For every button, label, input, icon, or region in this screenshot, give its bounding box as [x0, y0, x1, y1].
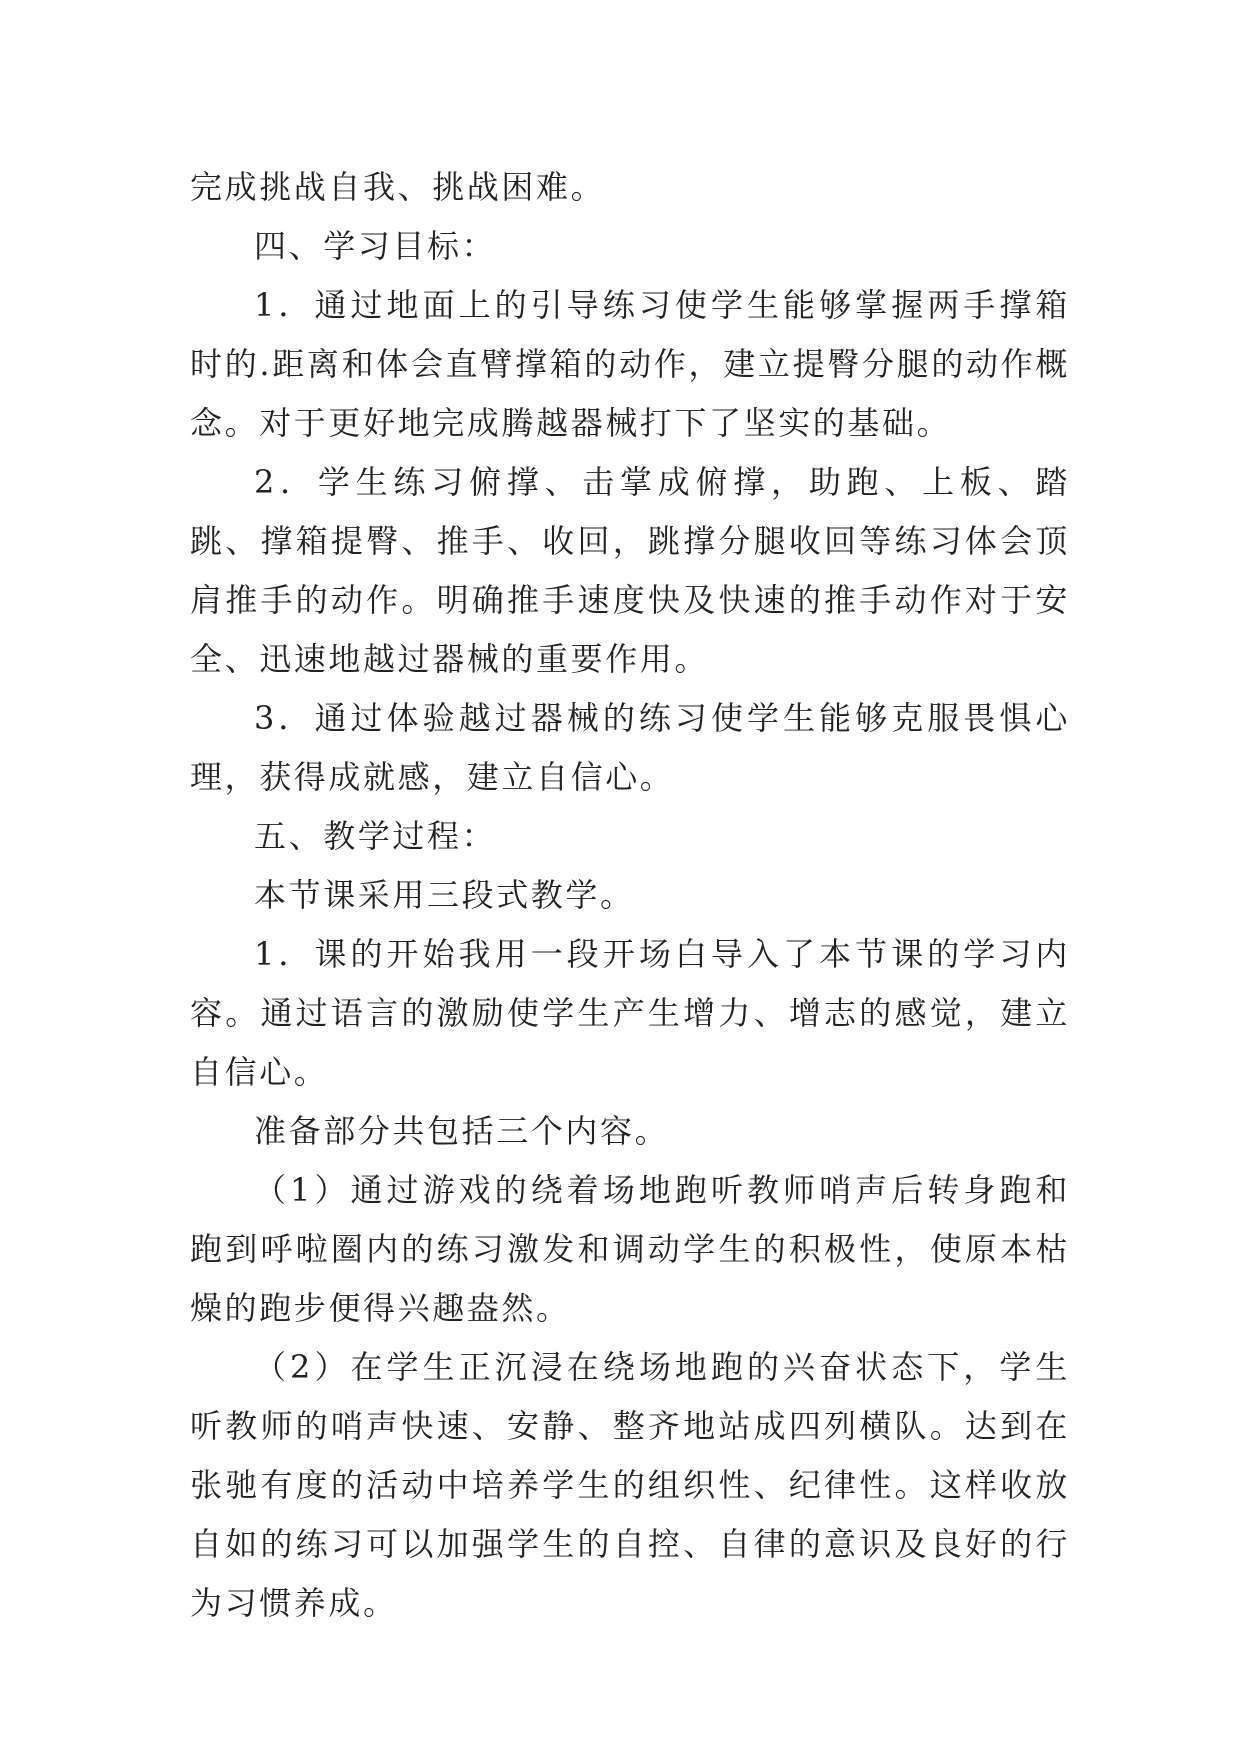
paragraph-preparation: 准备部分共包括三个内容。 [254, 1112, 670, 1150]
process-item-1: 1．课的开始我用一段开场白导入了本节课的学习内容。通过语言的激励使学生产生增力、增志的感觉，建立自信心。 [190, 935, 1070, 1091]
goal-item-2: 2．学生练习俯撑、击掌成俯撑，助跑、上板、踏跳、撑箱提臀、推手、收回，跳撑分腿收回等练习体会顶肩推手的动作。明确推手速度快及快速的推手动作对于安全、迅速地越过器械的重要作用。 [190, 463, 1070, 678]
goal-item-1: 1．通过地面上的引导练习使学生能够掌握两手撑箱时的.距离和体会直臂撑箱的动作，建立提臀分腿的动作概念。对于更好地完成腾越器械打下了坚实的基础。 [190, 286, 1070, 442]
paragraph-1: 完成挑战自我、挑战困难。 [190, 168, 606, 206]
document-body [190, 158, 1070, 1633]
preparation-item-1: （1）通过游戏的绕着场地跑听教师哨声后转身跑和跑到呼啦圈内的练习激发和调动学生的积极性，使原本枯燥的跑步便得兴趣盎然。 [190, 1171, 1070, 1327]
paragraph-three-stage: 本节课采用三段式教学。 [254, 876, 635, 914]
goal-item-3: 3．通过体验越过器械的练习使学生能够克服畏惧心理，获得成就感，建立自信心。 [190, 699, 1070, 796]
section-heading-teaching-process: 五、教学过程： [254, 817, 497, 855]
section-heading-learning-goals: 四、学习目标： [254, 227, 497, 265]
preparation-item-2: （2）在学生正沉浸在绕场地跑的兴奋状态下，学生听教师的哨声快速、安静、整齐地站成四列横队。达到在张驰有度的活动中培养学生的组织性、纪律性。这样收放自如的练习可以加强学生的自控、自律的意识及良好的行为习惯养成。 [190, 1348, 1070, 1622]
